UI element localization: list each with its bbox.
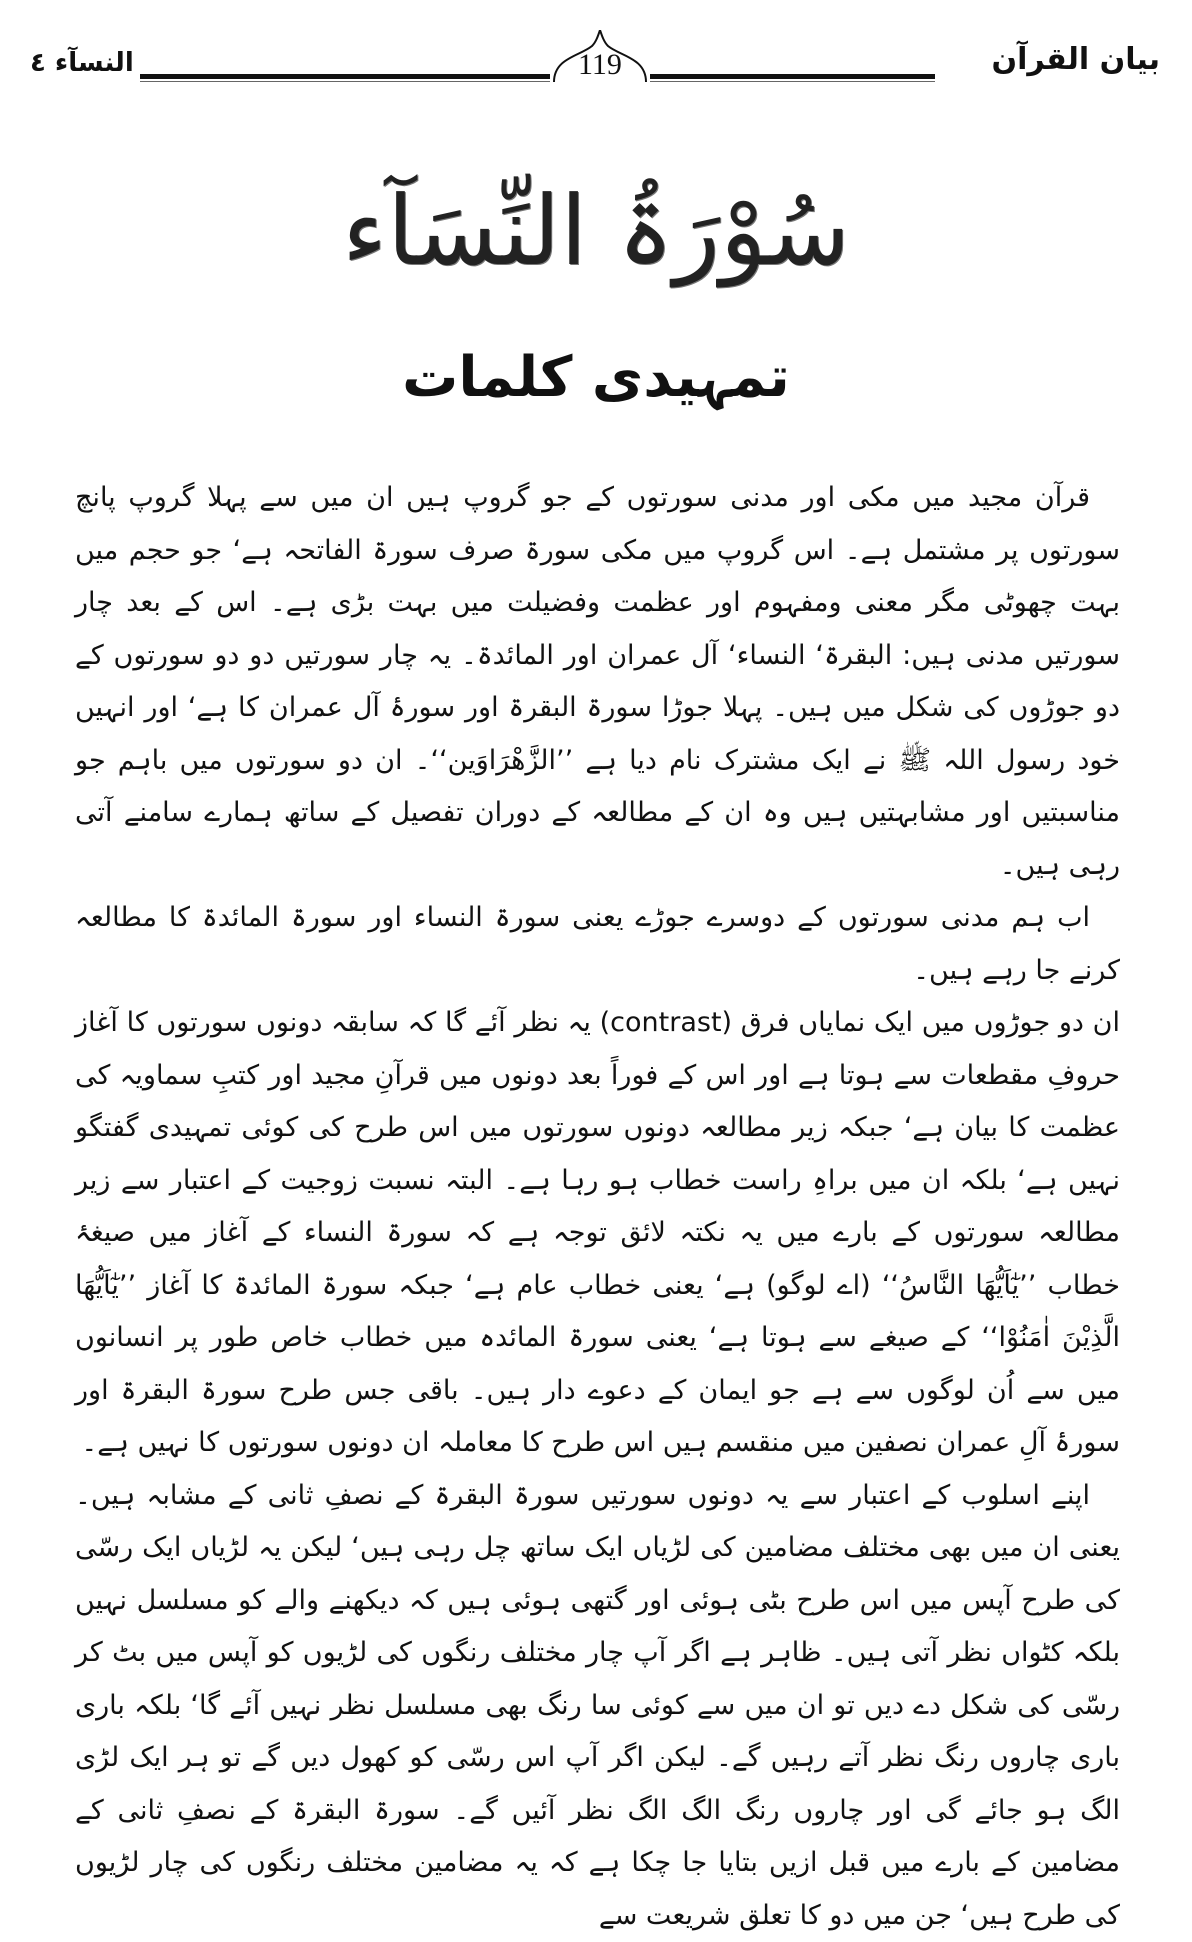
paragraph: قرآن مجید میں مکی اور مدنی سورتوں کے جو گروپ ہیں ان میں سے پہلا گروپ پانچ سورتوں پر مشتمل ہے۔ اس گروپ میں مکی سورۃ صرف سورۃ الفاتحہ ہے‘ جو حجم میں بہت چھوٹی مگر معنی ومفہوم اور عظمت وفضیلت میں بہت بڑی ہے۔ اس کے بعد چار سورتیں مدنی ہیں: البقرۃ‘ النساء‘ آل عمران اور المائدۃ۔ یہ چار سورتیں دو دو سورتوں کے دو جوڑوں کی شکل میں ہیں۔ پہلا جوڑا سورۃ البقرۃ اور سورۂ آل عمران کا ہے‘ اور انہیں خود رسول اللہ ﷺ نے ایک مشترک نام دیا ہے ’’الزَّھْرَاوَین‘‘۔ ان دو سورتوں میں باہم جو مناسبتیں اور مشابہتیں ہیں وہ ان کے مطالعہ کے دوران تفصیل کے ساتھ ہمارے سامنے آتی رہی ہیں۔ (75, 472, 1120, 892)
paragraph: اپنے اسلوب کے اعتبار سے یہ دونوں سورتیں سورۃ البقرۃ کے نصفِ ثانی کے مشابہ ہیں۔ یعنی ان میں بھی مختلف مضامین کی لڑیاں ایک ساتھ چل رہی ہیں‘ لیکن یہ لڑیاں ایک رسّی کی طرح آپس میں اس طرح بٹی ہوئی اور گتھی ہوئی ہیں کہ دیکھنے والے کو مسلسل نہیں بلکہ کٹواں نظر آتی ہیں۔ ظاہر ہے اگر آپ چار مختلف رنگوں کی لڑیوں کو آپس میں بٹ کر رسّی کی شکل دے دیں تو ان میں سے کوئی سا رنگ بھی مسلسل نظر نہیں آئے گا‘ بلکہ باری باری چاروں رنگ نظر آتے رہیں گے۔ لیکن اگر آپ اس رسّی کو کھول دیں گے تو ہر ایک لڑی الگ ہو جائے گی اور چاروں رنگ الگ الگ نظر آئیں گے۔ سورۃ البقرۃ کے نصفِ ثانی کے مضامین کے بارے میں قبل ازیں بتایا جا چکا ہے کہ یہ مضامین مختلف رنگوں کی چار لڑیوں کی طرح ہیں‘ جن میں دو کا تعلق شریعت سے (75, 1470, 1120, 1942)
section-subtitle: تمہیدی کلمات (0, 345, 1192, 410)
surah-title: سُوْرَۃُ النِّسَآء (0, 175, 1192, 287)
header-rule (140, 74, 935, 79)
page-header (30, 40, 1160, 90)
paragraph: اب ہم مدنی سورتوں کے دوسرے جوڑے یعنی سورۃ النساء اور سورۃ المائدۃ کا مطالعہ کرنے جا رہے ہیں۔ (75, 892, 1120, 997)
paragraph: ان دو جوڑوں میں ایک نمایاں فرق (contrast) یہ نظر آئے گا کہ سابقہ دونوں سورتوں کا آغاز حروفِ مقطعات سے ہوتا ہے اور اس کے فوراً بعد دونوں میں قرآنِ مجید اور کتبِ سماویہ کی عظمت کا بیان ہے‘ جبکہ زیر مطالعہ دونوں سورتوں میں اس طرح کی کوئی تمہیدی گفتگو نہیں ہے‘ بلکہ ان میں براہِ راست خطاب ہو رہا ہے۔ البتہ نسبت زوجیت کے اعتبار سے زیر مطالعہ سورتوں کے بارے میں یہ نکتہ لائق توجہ ہے کہ سورۃ النساء کے آغاز میں صیغۂ خطاب ’’یٰٓاَیُّھَا النَّاسُ‘‘ (اے لوگو) ہے‘ یعنی خطاب عام ہے‘ جبکہ سورۃ المائدۃ کا آغاز ’’یٰٓاَیُّھَا الَّذِیْنَ اٰمَنُوْا‘‘ کے صیغے سے ہوتا ہے‘ یعنی سورۃ المائدہ میں خطاب خاص طور پر انسانوں میں سے اُن لوگوں سے ہے جو ایمان کے دعوے دار ہیں۔ باقی جس طرح سورۃ البقرۃ اور سورۂ آلِ عمران نصفین میں منقسم ہیں اس طرح کا معاملہ ان دونوں سورتوں کا نہیں ہے۔ (75, 997, 1120, 1470)
surah-label: النسآء ٤ (30, 48, 134, 78)
page-number: 119 (550, 48, 650, 82)
header-rule-thin (140, 81, 935, 82)
body-text (75, 472, 1120, 1942)
page-number-arch (550, 30, 650, 86)
running-title: بیان القرآن (991, 42, 1160, 77)
